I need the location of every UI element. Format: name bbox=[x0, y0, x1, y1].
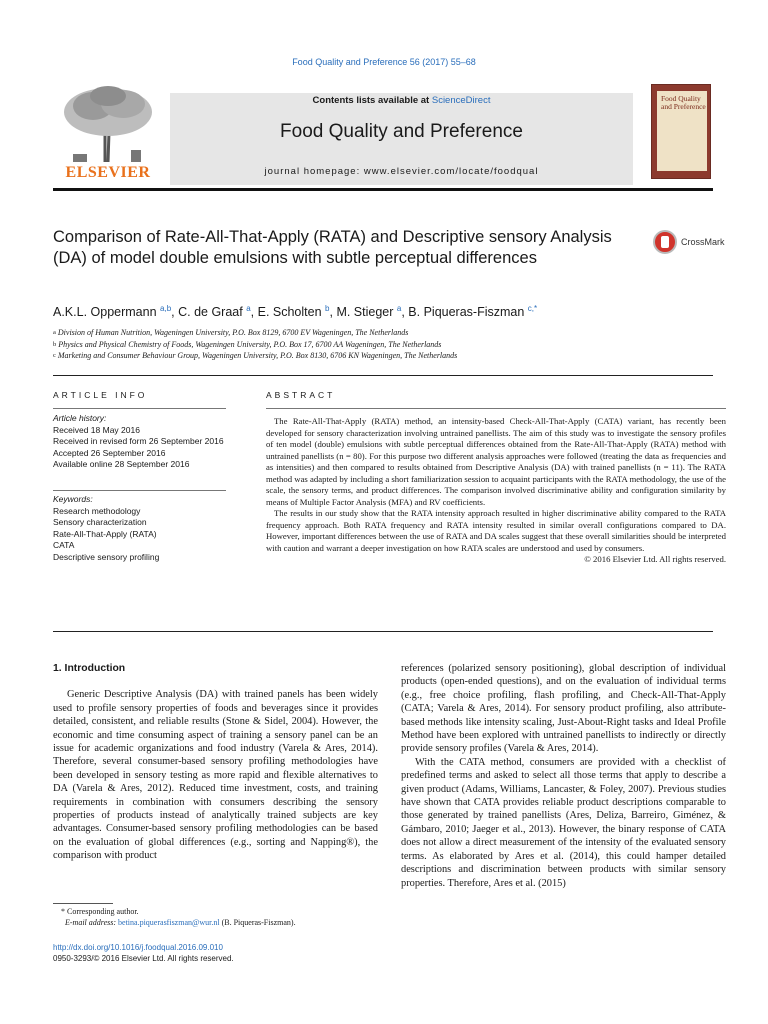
journal-title: Food Quality and Preference bbox=[280, 121, 523, 142]
elsevier-tree-icon bbox=[53, 84, 163, 164]
affiliation bbox=[53, 350, 457, 362]
abstract-heading: ABSTRACT bbox=[266, 390, 336, 400]
online-date: Available online 28 September 2016 bbox=[53, 459, 190, 469]
crossmark-button[interactable] bbox=[653, 230, 733, 258]
author-name[interactable]: E. Scholten bbox=[257, 305, 322, 320]
abstract-paragraph: The results in our study show that the RATA intensity approach resulted in higher discriminative ability compared to the RATA frequency approach. Both RATA frequency and RATA intensity resulted in similar overall configurations compared to DA. However, important differences between the use of RATA and DA scales suggest that these overall similarities should be interpreted with caution and warrant a deeper investigation on how RATA scales are understood and used by consumers. bbox=[266, 508, 726, 553]
affiliation-text: Physics and Physical Chemistry of Foods, Wageningen University, P.O. Box 17, 6700 AA Wageningen, The Netherlands bbox=[58, 339, 442, 349]
keywords-rule bbox=[53, 490, 226, 491]
article-info bbox=[53, 413, 226, 471]
header-divider bbox=[53, 188, 713, 191]
author-name[interactable]: A.K.L. Oppermann bbox=[53, 305, 157, 320]
abstract-body bbox=[266, 416, 726, 566]
affiliation-label: c bbox=[53, 352, 56, 359]
crossmark-icon bbox=[653, 230, 677, 254]
body-paragraph: references (polarized sensory positioning), global description of individual products (open-ended questions), and on the evaluation of individual terms (e.g., free choice profiling, flash profiling, and Check-All-That-Apply (CATA; Varela & Ares, 2014). For sensory product profiling, also attribute-based methods like intensity scaling, Just-About-Right tasks and Ideal Profile Method have been explored with untrained panellists to indirectly or directly provide sensory profiles (Varela & Ares, 2014). bbox=[401, 663, 726, 755]
intro-left-column bbox=[53, 662, 378, 863]
keyword: Research methodology bbox=[53, 505, 141, 516]
keyword: Descriptive sensory profiling bbox=[53, 551, 160, 562]
abstract-copyright: © 2016 Elsevier Ltd. All rights reserved. bbox=[584, 554, 726, 564]
journal-homepage[interactable]: journal homepage: www.elsevier.com/locate/foodqual bbox=[264, 166, 539, 177]
corresponding-author-note: * Corresponding author. bbox=[61, 907, 139, 916]
affiliation bbox=[53, 339, 457, 351]
author-affiliation-mark[interactable]: a,b bbox=[160, 304, 172, 313]
affiliation-divider bbox=[53, 375, 713, 376]
affiliation-list bbox=[53, 327, 457, 362]
affiliation-label: a bbox=[53, 329, 56, 336]
section-heading: 1. Introduction bbox=[53, 663, 126, 674]
author-name[interactable]: M. Stieger bbox=[336, 305, 394, 320]
author-affiliation-mark[interactable]: b bbox=[325, 304, 330, 313]
issn-copyright: 0950-3293/© 2016 Elsevier Ltd. All rights reserved. bbox=[53, 954, 234, 963]
keyword: CATA bbox=[53, 540, 75, 550]
body-paragraph: With the CATA method, consumers are provided with a checklist of predefined terms and asked to select all those terms that apply to describe a given product (Adams, Williams, Lancaster, & Foley, 2007). Previous studies have shown that CATA provides reliable product descriptions comparable to those generated by trained panellists (Ares, Deliza, Barreiro, Giménez, & Gámbaro, 2010; Jaeger et al., 2013). However, the binary response of CATA does not allow a direct measurement of the intensity of the evaluated sensory terms. As elaborated by Ares et al. (2014), this could hamper detailed descriptions and discrimination between products with similar sensory properties. Therefore, Ares et al. (2015) bbox=[401, 756, 726, 889]
sciencedirect-link[interactable]: ScienceDirect bbox=[431, 95, 491, 106]
elsevier-wordmark: ELSEVIER bbox=[65, 164, 151, 181]
affiliation bbox=[53, 327, 457, 339]
elsevier-logo bbox=[53, 84, 163, 182]
journal-citation[interactable]: Food Quality and Preference 56 (2017) 55–68 bbox=[292, 57, 476, 67]
abstract-rule bbox=[266, 408, 726, 409]
intro-right-column bbox=[401, 662, 726, 890]
affiliation-text: Marketing and Consumer Behaviour Group, Wageningen University, P.O. Box 8130, 6706 KN Wageningen, The Netherlands bbox=[57, 351, 458, 360]
article-title: Comparison of Rate-All-That-Apply (RATA) and Descriptive sensory Analysis (DA) of model double emulsions with subtle perceptual differences bbox=[53, 228, 612, 267]
keywords-label: Keywords: bbox=[53, 494, 93, 504]
email-note bbox=[53, 917, 383, 928]
author-name[interactable]: B. Piqueras-Fiszman bbox=[408, 305, 525, 320]
author-affiliation-mark[interactable]: a bbox=[246, 304, 251, 313]
keyword: Sensory characterization bbox=[53, 517, 147, 527]
email-link[interactable]: betina.piquerasfiszman@wur.nl bbox=[118, 918, 220, 927]
article-info-heading: ARTICLE INFO bbox=[53, 390, 148, 400]
abstract-divider bbox=[53, 631, 713, 632]
author-name[interactable]: C. de Graaf bbox=[178, 305, 243, 320]
body-paragraph: Generic Descriptive Analysis (DA) with trained panels has been widely used to profile sensory properties of foods and beverages since it provides detailed, consistent, and reliable results (Stone & Sidel, 2004). However, the economic and time consuming aspect of training a sensory panel can be an issue for academic organizations and food industry (Varela & Ares, 2014). Therefore, several consumer-based sensory profiling methodologies have been developed in sensory testing as more rapid and flexible alternatives to DA (Varela & Ares, 2012). Reduced time investment, costs, and training requirements in combination with consumers describing the sensory properties of products instead of analytically trained subjects are key advantages. Consumer-based sensory profiling methodologies can be based on the evaluation of global differences (e.g., sorting and Napping®), the comparison with product bbox=[53, 689, 378, 862]
history-label: Article history: bbox=[53, 413, 107, 423]
revised-date: Received in revised form 26 September 2016 bbox=[53, 436, 224, 446]
cover-title: Food Quality and Preference bbox=[661, 94, 706, 111]
abstract-paragraph: The Rate-All-That-Apply (RATA) method, an intensity-based Check-All-That-Apply (CATA) variant, has recently been developed for sensory characterization involving untrained panellists. The aim of this study was to investigate the sensory profiles of ten model (double) emulsions with subtle perceptual differences obtained from the Rate-All-That-Apply (RATA) method with untrained panellists (n = 80). For this purpose two different analysis approaches were followed (treating the data as frequencies and as intensities) and then compared to results obtained from Descriptive Analysis (DA) with trained panellists (n = 11). The RATA method was adapted by including a short familiarization session to acquaint participants with the RATA methodology, the use of the scale, the sensory terms, and product differences. The comparison involved discriminative ability and configuration similarity by means of Multiple Factor Analysis (MFA) and RV coefficients. bbox=[266, 416, 726, 507]
keyword: Rate-All-That-Apply (RATA) bbox=[53, 528, 157, 539]
received-date: Received 18 May 2016 bbox=[53, 424, 140, 435]
crossmark-label: CrossMark bbox=[681, 237, 725, 247]
email-label: E-mail address: bbox=[65, 918, 117, 927]
email-name: (B. Piqueras-Fiszman). bbox=[221, 918, 296, 927]
author-affiliation-mark[interactable]: c,* bbox=[527, 304, 538, 313]
accepted-date: Accepted 26 September 2016 bbox=[53, 447, 166, 458]
author-list: A.K.L. Oppermann $^{a,b}$, C. de Graaf $^a$, E. Scholten $^b$, M. Stieger $^a$, B. Piqueras-Fiszman $^{c,*}$ bbox=[53, 304, 538, 320]
footnote-rule bbox=[53, 903, 113, 904]
article-info-rule bbox=[53, 408, 226, 409]
affiliation-text: Division of Human Nutrition, Wageningen University, P.O. Box 8129, 6700 EV Wageningen, The Netherlands bbox=[57, 328, 409, 337]
doi-link[interactable]: http://dx.doi.org/10.1016/j.foodqual.2016.09.010 bbox=[53, 943, 223, 952]
affiliation-label: b bbox=[53, 340, 57, 348]
journal-cover-image bbox=[651, 84, 711, 179]
keywords bbox=[53, 494, 226, 563]
contents-line bbox=[170, 95, 633, 106]
footnotes bbox=[53, 906, 383, 928]
publication-info bbox=[53, 942, 234, 964]
contents-prefix: Contents lists available at bbox=[312, 95, 432, 106]
author-affiliation-mark[interactable]: a bbox=[396, 304, 402, 313]
